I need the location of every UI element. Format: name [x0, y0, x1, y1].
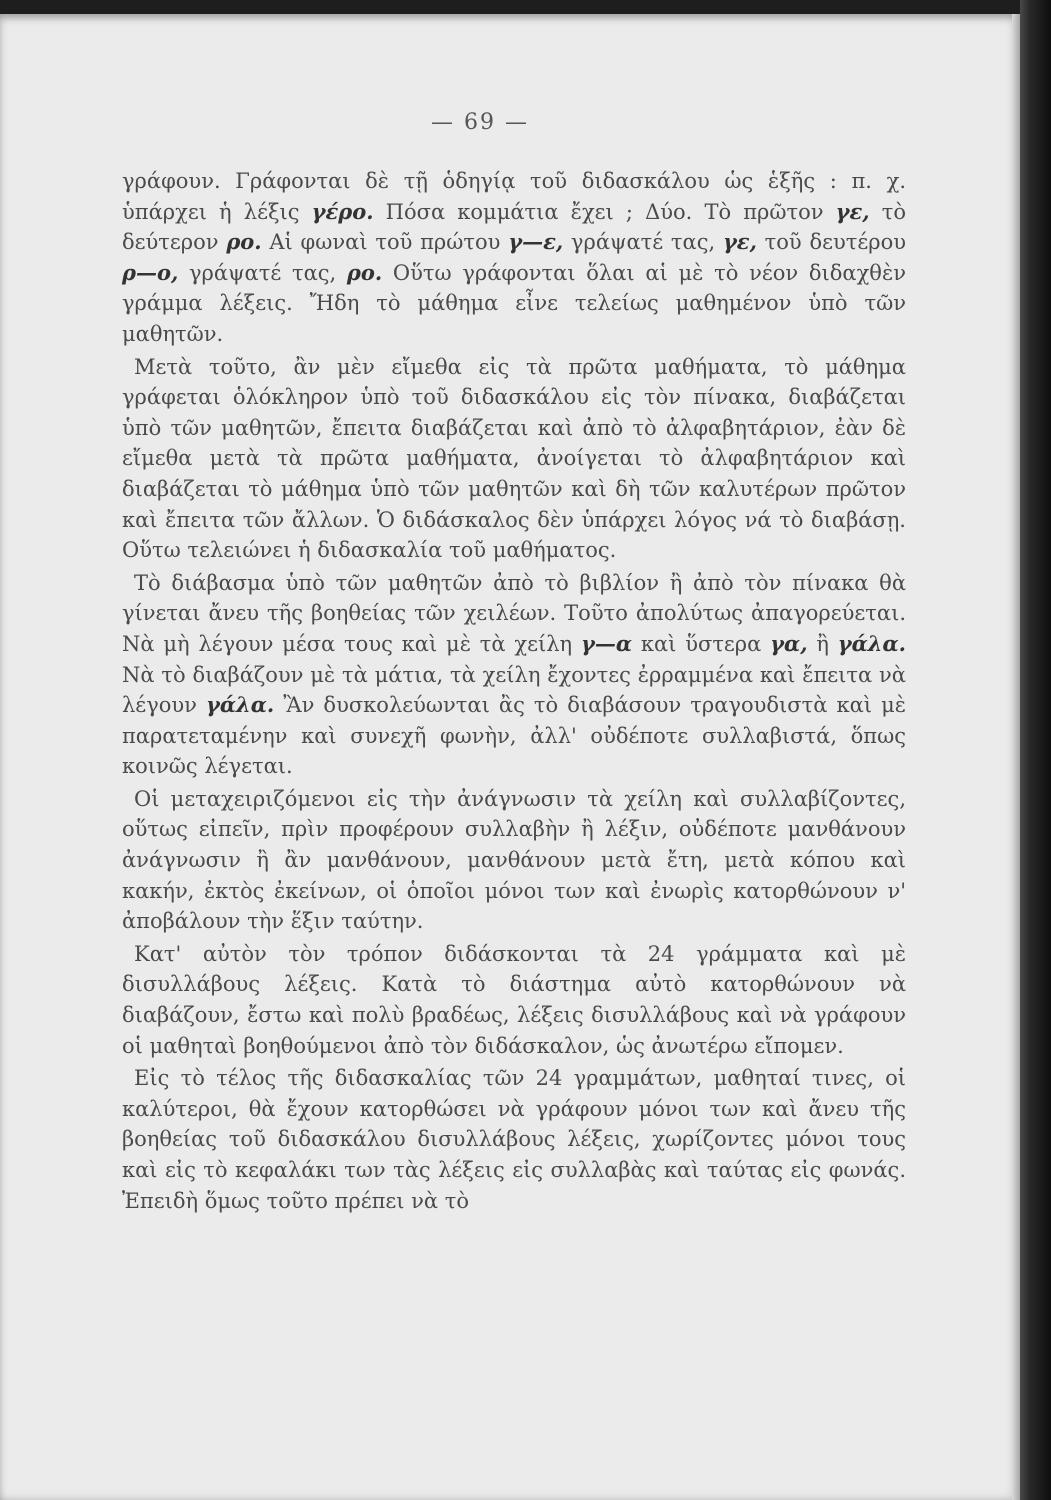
text-run: Οὕτω γράφονται ὅλαι αἱ μὲ τὸ νέον διδαχθὲν γράμμα λέξεις. Ἤδη τὸ μάθημα εἶνε τελείως μαθημένον ὑπὸ τῶν μαθητῶν. [122, 260, 906, 346]
emphasized-word: γάλα. [837, 630, 906, 656]
text-run: καὶ ὕστερα [632, 631, 771, 656]
text-run: γράψατέ τας, [563, 230, 723, 255]
text-run: γράψατέ τας, [178, 260, 347, 285]
emphasized-word: ρο. [346, 259, 383, 285]
text-run: Πόσα κομμάτια ἔχει ; Δύο. Τὸ πρῶτον [373, 199, 836, 224]
page-number: — 69 — [431, 110, 529, 135]
text-run: Κατ' αὐτὸν τὸν τρόπον διδάσκονται τὰ 24 γράμματα καὶ μὲ δισυλλάβους λέξεις. Κατὰ τὸ διάστημα αὐτὸ κατορθώνουν νὰ διαβάζουν, ἔστω καὶ πολὺ βραδέως, λέξεις δισυλλάβους καὶ νὰ γράφουν οἱ μαθηταὶ βοηθούμενοι ἀπὸ τὸν διδάσκαλον, ὡς ἀνωτέρω εἴπομεν. [122, 941, 906, 1058]
paragraph [122, 568, 906, 782]
text-run: γράφουν. Γράφονται δὲ τῇ ὁδηγίᾳ τοῦ διδασκάλου ὡς ἑξῆς : π. χ. ὑπάρχει ἡ λέξις [122, 169, 906, 224]
text-run: Μετὰ τοῦτο, ἂν μὲν εἴμεθα εἰς τὰ πρῶτα μαθήματα, τὸ μάθημα γράφεται ὁλόκληρον ὑπὸ τοῦ διδασκάλου εἰς τὸν πίνακα, διαβάζεται ὑπὸ τῶν μαθητῶν, ἔπειτα διαβάζεται καὶ ἀπὸ τὸ ἀλφαβητάριον, ἐὰν δὲ εἴμεθα μετὰ τὰ πρῶτα μαθήματα, ἀνοίγεται τὸ ἀλφαβητάριον καὶ διαβάζεται τὸ μάθημα ὑπὸ τῶν μαθητῶν καὶ δὴ τῶν καλυτέρων πρῶτον καὶ ἔπειτα τῶν ἄλλων. Ὁ διδάσκαλος δὲν ὑπάρχει λόγος νά τὸ διαβάσῃ. Οὕτω τελειώνει ἡ διδασκαλία τοῦ μαθήματος. [122, 354, 906, 563]
emphasized-word: γ—ε, [508, 229, 564, 255]
emphasized-word: γα, [770, 630, 808, 656]
emphasized-word: ρ—ο, [122, 259, 179, 285]
book-page [0, 14, 1020, 1500]
text-run: Αἱ φωναὶ τοῦ πρώτου [261, 230, 509, 255]
book-binding-edge [1020, 0, 1051, 1500]
body-text [122, 166, 906, 1218]
emphasized-word: γάλα. [206, 692, 275, 718]
text-run: τὸ δεύτερον [122, 199, 907, 255]
paragraph [122, 166, 906, 350]
emphasized-word: γε, [835, 198, 870, 224]
text-run: τοῦ δευτέρου [756, 230, 906, 255]
text-run: Τὸ διάβασμα ὑπὸ τῶν μαθητῶν ἀπὸ τὸ βιβλίον ἢ ἀπὸ τὸν πίνακα θὰ γίνεται ἄνευ τῆς βοηθείας τῶν χειλέων. Τοῦτο ἀπολύτως ἀπαγορεύεται. Νὰ μὴ λέγουν μέσα τους καὶ μὲ τὰ χείλη [122, 570, 906, 656]
text-run: Εἰς τὸ τέλος τῆς διδασκαλίας τῶν 24 γραμμάτων, μαθηταί τινες, οἱ καλύτεροι, θὰ ἔχουν κατορθώσει νὰ γράφουν μόνοι των καὶ ἄνευ τῆς βοηθείας τοῦ διδασκάλου δισυλλάβους λέξεις, χωρίζοντες μόνοι τους καὶ εἰς τὸ κεφαλάκι των τὰς λέξεις εἰς συλλαβὰς καὶ ταύτας εἰς φωνάς. Ἐπειδὴ ὅμως τοῦτο πρέπει νὰ τὸ [122, 1066, 906, 1213]
paragraph [122, 939, 906, 1061]
emphasized-word: γέρο. [311, 198, 374, 224]
paragraph [122, 784, 906, 937]
paragraph [122, 352, 906, 566]
paragraph [122, 1063, 906, 1216]
text-run: Οἱ μεταχειριζόμενοι εἰς τὴν ἀνάγνωσιν τὰ χείλη καὶ συλλαβίζοντες, οὕτως εἰπεῖν, πρὶν προφέρουν συλλαβὴν ἢ λέξιν, οὐδέποτε μανθάνουν ἀνάγνωσιν ἢ ἂν μανθάνουν, μανθάνουν μετὰ ἔτη, μετὰ κόπου καὶ κακήν, ἐκτὸς ἐκείνων, οἱ ὁποῖοι μόνοι των καὶ ἐνωρὶς κατορθώνουν ν' ἀποβάλουν τὴν ἕξιν ταύτην. [122, 786, 906, 934]
emphasized-word: ρο. [226, 229, 262, 255]
text-run: ἢ [807, 631, 838, 656]
text-run: Νὰ τὸ διαβάζουν μὲ τὰ μάτια, τὰ χείλη ἔχοντες ἐρραμμένα καὶ ἔπειτα νὰ λέγουν [122, 662, 906, 718]
emphasized-word: γ—α [580, 630, 633, 656]
emphasized-word: γε, [722, 229, 757, 255]
text-run: Ἂν δυσκολεύωνται ἂς τὸ διαβάσουν τραγουδιστὰ καὶ μὲ παρατεταμένην καὶ συνεχῆ φωνὴν, ἀλλ' οὐδέποτε συλλαβιστά, ὅπως κοινῶς λέγεται. [122, 693, 907, 779]
